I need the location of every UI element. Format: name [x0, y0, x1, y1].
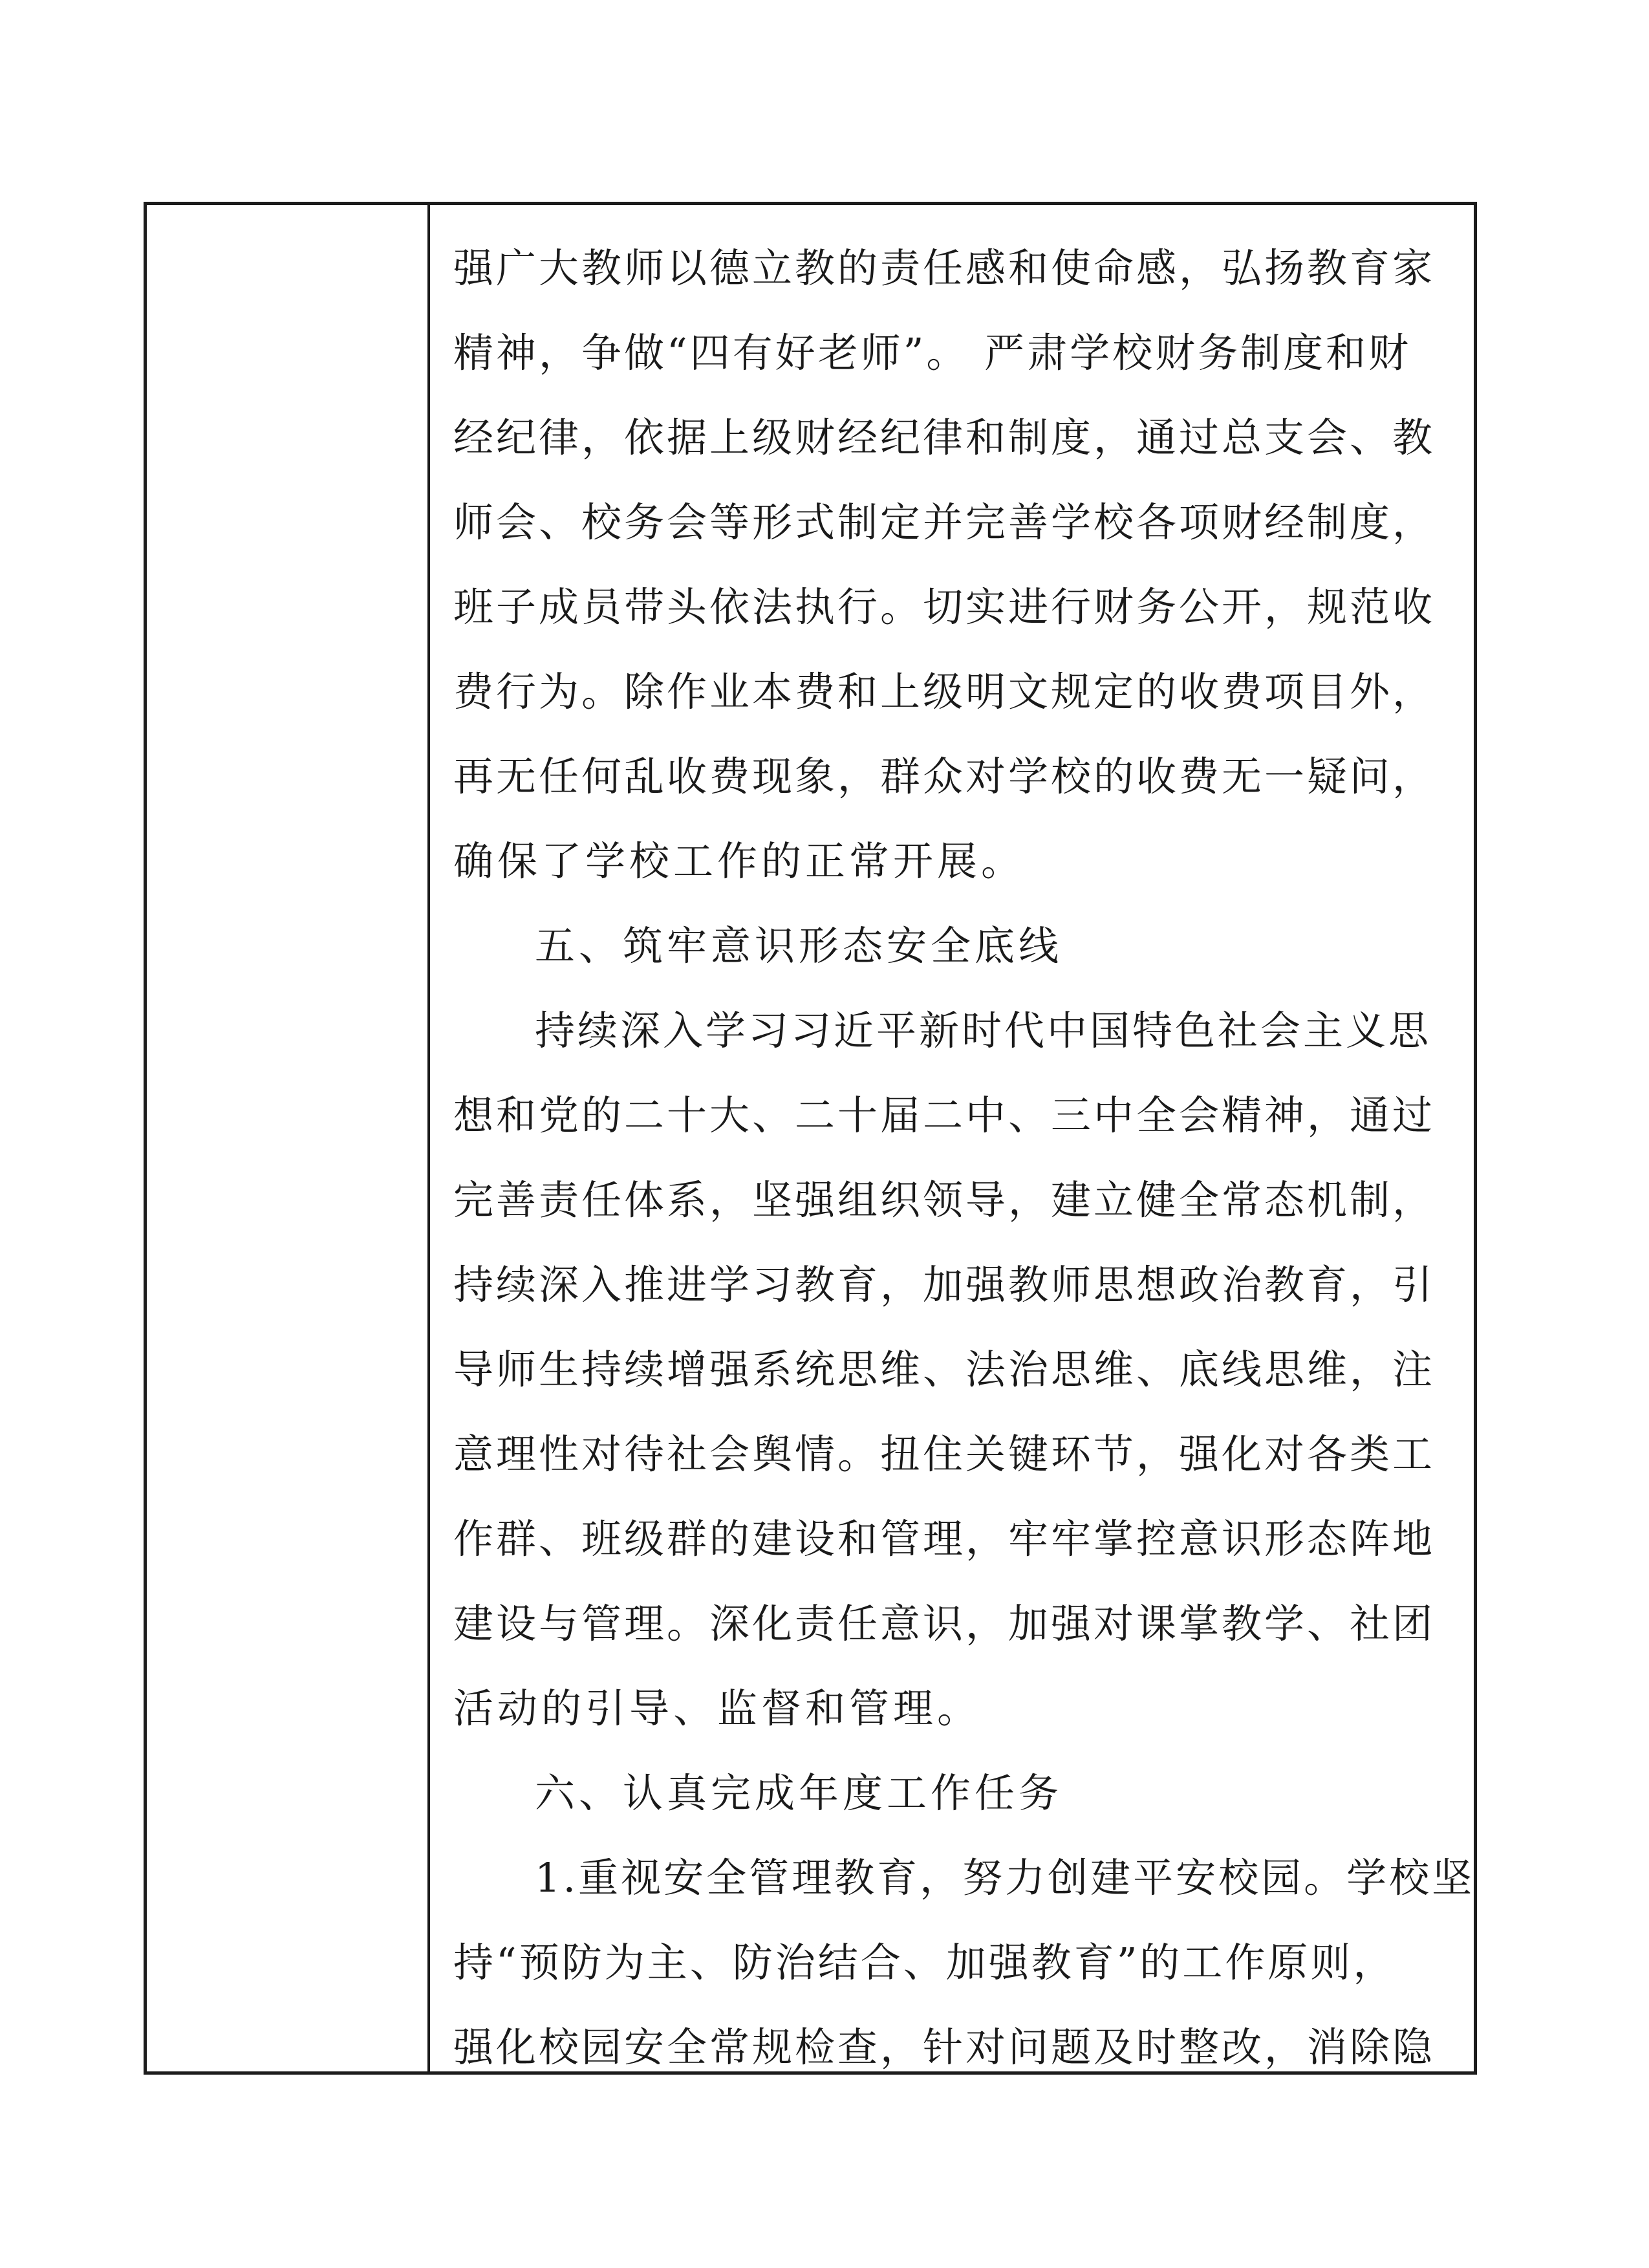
body-text-line: 持续深入学习习近平新时代中国特色社会主义思	[535, 1007, 1432, 1054]
body-text-line: 完善责任体系，坚强组织领导，建立健全常态机制，	[453, 1176, 1436, 1224]
body-text-line: 强化校园安全常规检查，针对问题及时整改，消除隐	[453, 2024, 1436, 2071]
body-text-line: 精神，争做“四有好老师”。 严肃学校财务制度和财	[453, 329, 1412, 376]
section-heading: 六、认真完成年度工作任务	[535, 1769, 1063, 1817]
table-label-cell	[147, 205, 430, 2071]
body-text-line: 1.重视安全管理教育，努力创建平安校园。学校坚	[535, 1854, 1475, 1901]
body-text-line: 强广大教师以德立教的责任感和使命感，弘扬教育家	[453, 244, 1436, 292]
body-text-line: 持“预防为主、防治结合、加强教育”的工作原则，	[453, 1939, 1396, 1986]
body-text-line: 建设与管理。深化责任意识，加强对课掌教学、社团	[453, 1600, 1436, 1647]
body-text-line: 持续深入推进学习教育，加强教师思想政治教育，引	[453, 1261, 1436, 1308]
body-text-line: 再无任何乱收费现象，群众对学校的收费无一疑问，	[453, 753, 1436, 800]
body-text-line: 经纪律，依据上级财经纪律和制度，通过总支会、教	[453, 414, 1436, 461]
body-text-line: 想和党的二十大、二十届二中、三中全会精神，通过	[453, 1092, 1436, 1139]
body-text-line: 确保了学校工作的正常开展。	[453, 837, 1026, 885]
body-text-line: 活动的引导、监督和管理。	[453, 1685, 982, 1732]
body-text-line: 班子成员带头依法执行。切实进行财务公开，规范收	[453, 583, 1436, 631]
body-text-line: 费行为。除作业本费和上级明文规定的收费项目外，	[453, 668, 1436, 715]
section-heading: 五、筑牢意识形态安全底线	[535, 922, 1063, 969]
body-text-line: 意理性对待社会舆情。扭住关键环节，强化对各类工	[453, 1431, 1436, 1478]
body-text-line: 作群、班级群的建设和管理，牢牢掌控意识形态阵地	[453, 1515, 1436, 1562]
form-table	[144, 202, 1477, 2075]
body-text-line: 导师生持续增强系统思维、法治思维、底线思维，注	[453, 1346, 1436, 1393]
body-text-line: 师会、校务会等形式制定并完善学校各项财经制度，	[453, 499, 1436, 546]
table-content-cell	[430, 205, 1474, 2071]
